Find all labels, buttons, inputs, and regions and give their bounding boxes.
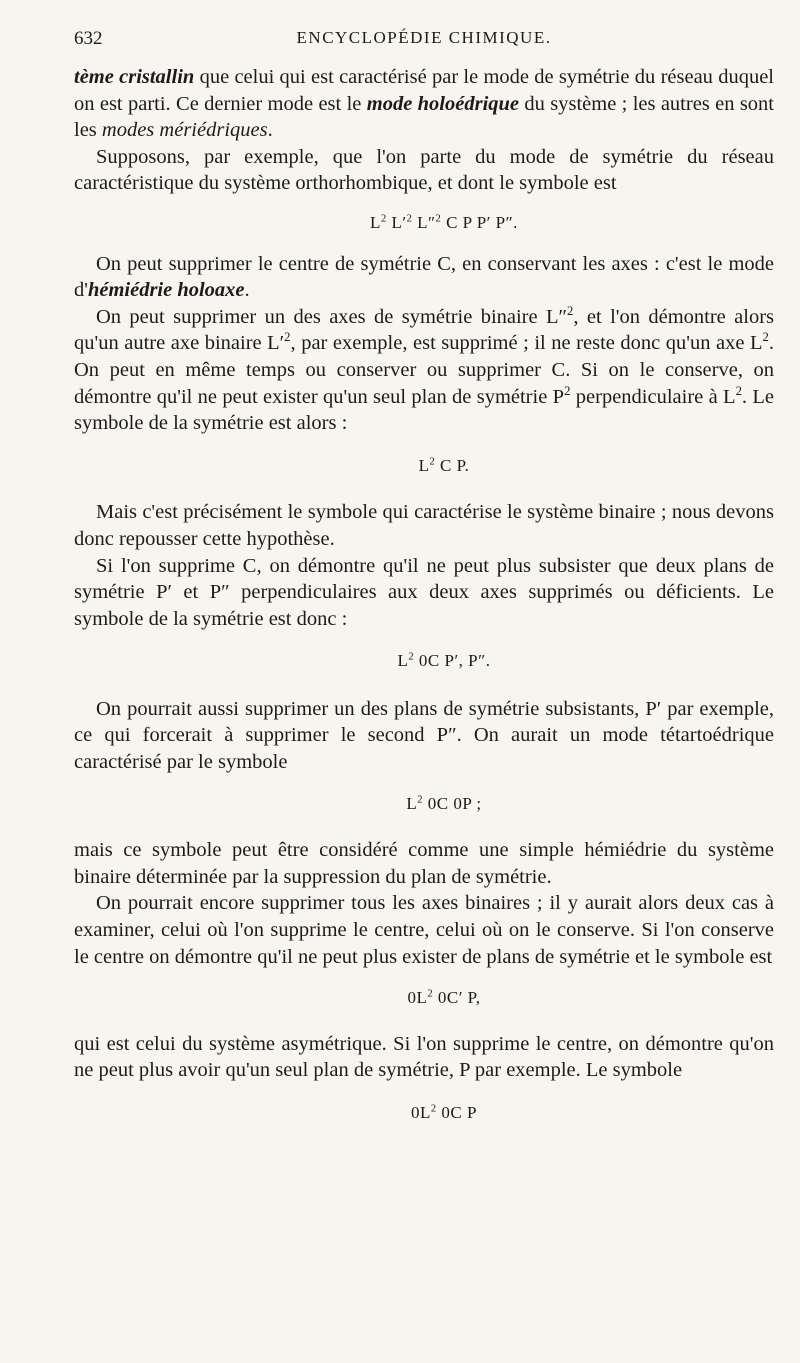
italic-term: hémiédrie holoaxe bbox=[87, 279, 245, 302]
symmetry-formula: $L^2$ 0C P′, P″. bbox=[397, 651, 491, 671]
italic-term: modes mériédriques bbox=[101, 119, 268, 142]
symmetry-formula: $L^2$ $L'^2$ L″$^2$ C P P′ P″. bbox=[370, 212, 518, 232]
symmetry-formula: $0L^2$ 0C P bbox=[411, 1103, 477, 1122]
paragraph: mais ce symbole peut être considéré comme une simple hémiédrie du système binaire déterminée par la suppression du plan de symétrie. bbox=[74, 839, 774, 888]
italic-term: tème cristallin bbox=[74, 66, 195, 88]
page-number: 632 bbox=[74, 28, 103, 49]
paragraph: Mais c'est précisément le symbole qui caractérise le système binaire ; nous devons donc repousser cette hypothèse. bbox=[74, 501, 774, 550]
paragraph: On peut supprimer un des axes de symétrie binaire L″$^2$, et l'on démontre alors qu'un autre axe binaire $L'^2$, par exemple, est supprimé ; il ne reste donc qu'un axe $L^2$. On peut en même temps ou conserver ou supprimer C. Si on le conserve, on démontre qu'il ne peut exister qu'un seul plan de symétrie $P^2$ perpendiculaire à $L^2$. Le symbole de la symétrie est alors : bbox=[74, 303, 775, 435]
text-run: . bbox=[267, 119, 273, 142]
paragraph: Si l'on supprime C, on démontre qu'il ne peut plus subsister que deux plans de symétrie P′ et P″ perpendiculaires aux deux axes supprimés ou déficients. Le symbole de la symétrie est donc : bbox=[74, 554, 774, 630]
paragraph bbox=[74, 64, 774, 144]
paragraph: On pourrait encore supprimer tous les axes binaires ; il y aurait alors deux cas à examiner, celui où l'on supprime le centre, celui où on le conserve. Si l'on conserve le centre on démontre qu'il ne peut plus exister de plans de symétrie et le symbole est bbox=[74, 892, 774, 968]
text-run: que celui qui est caractérisé par le mode de symétrie du réseau duquel on est parti. Ce dernier mode est le bbox=[74, 66, 774, 115]
paragraph: qui est celui du système asymétrique. Si l'on supprime le centre, on démontre qu'on ne peut plus avoir qu'un seul plan de symétrie, P par exemple. Le symbole bbox=[74, 1032, 774, 1082]
page-header bbox=[74, 28, 774, 56]
running-title: ENCYCLOPÉDIE CHIMIQUE. bbox=[296, 28, 552, 47]
paragraph: On pourrait aussi supprimer un des plans de symétrie subsistants, P′ par exemple, ce qui forcerait à supprimer le second P″. On aurait un mode tétartoédrique caractérisé par le symbole bbox=[74, 697, 774, 774]
italic-term: mode holoédrique bbox=[366, 92, 520, 115]
symmetry-formula: $L^2$ 0C 0P ; bbox=[406, 793, 482, 813]
paragraph: On peut supprimer le centre de symétrie C, en conservant les axes : c'est le mode d'hémiédrie holoaxe. bbox=[74, 252, 774, 302]
body-text bbox=[74, 64, 774, 1127]
symmetry-formula: $L^2$ C P. bbox=[418, 455, 470, 475]
paragraph: Supposons, par exemple, que l'on parte du mode de symétrie du réseau caractéristique du système orthorhombique, et dont le symbole est bbox=[74, 145, 774, 195]
symmetry-formula: $0L^2$ 0C′ P, bbox=[407, 988, 481, 1008]
text-run: du système ; les autres en sont les bbox=[74, 92, 775, 142]
